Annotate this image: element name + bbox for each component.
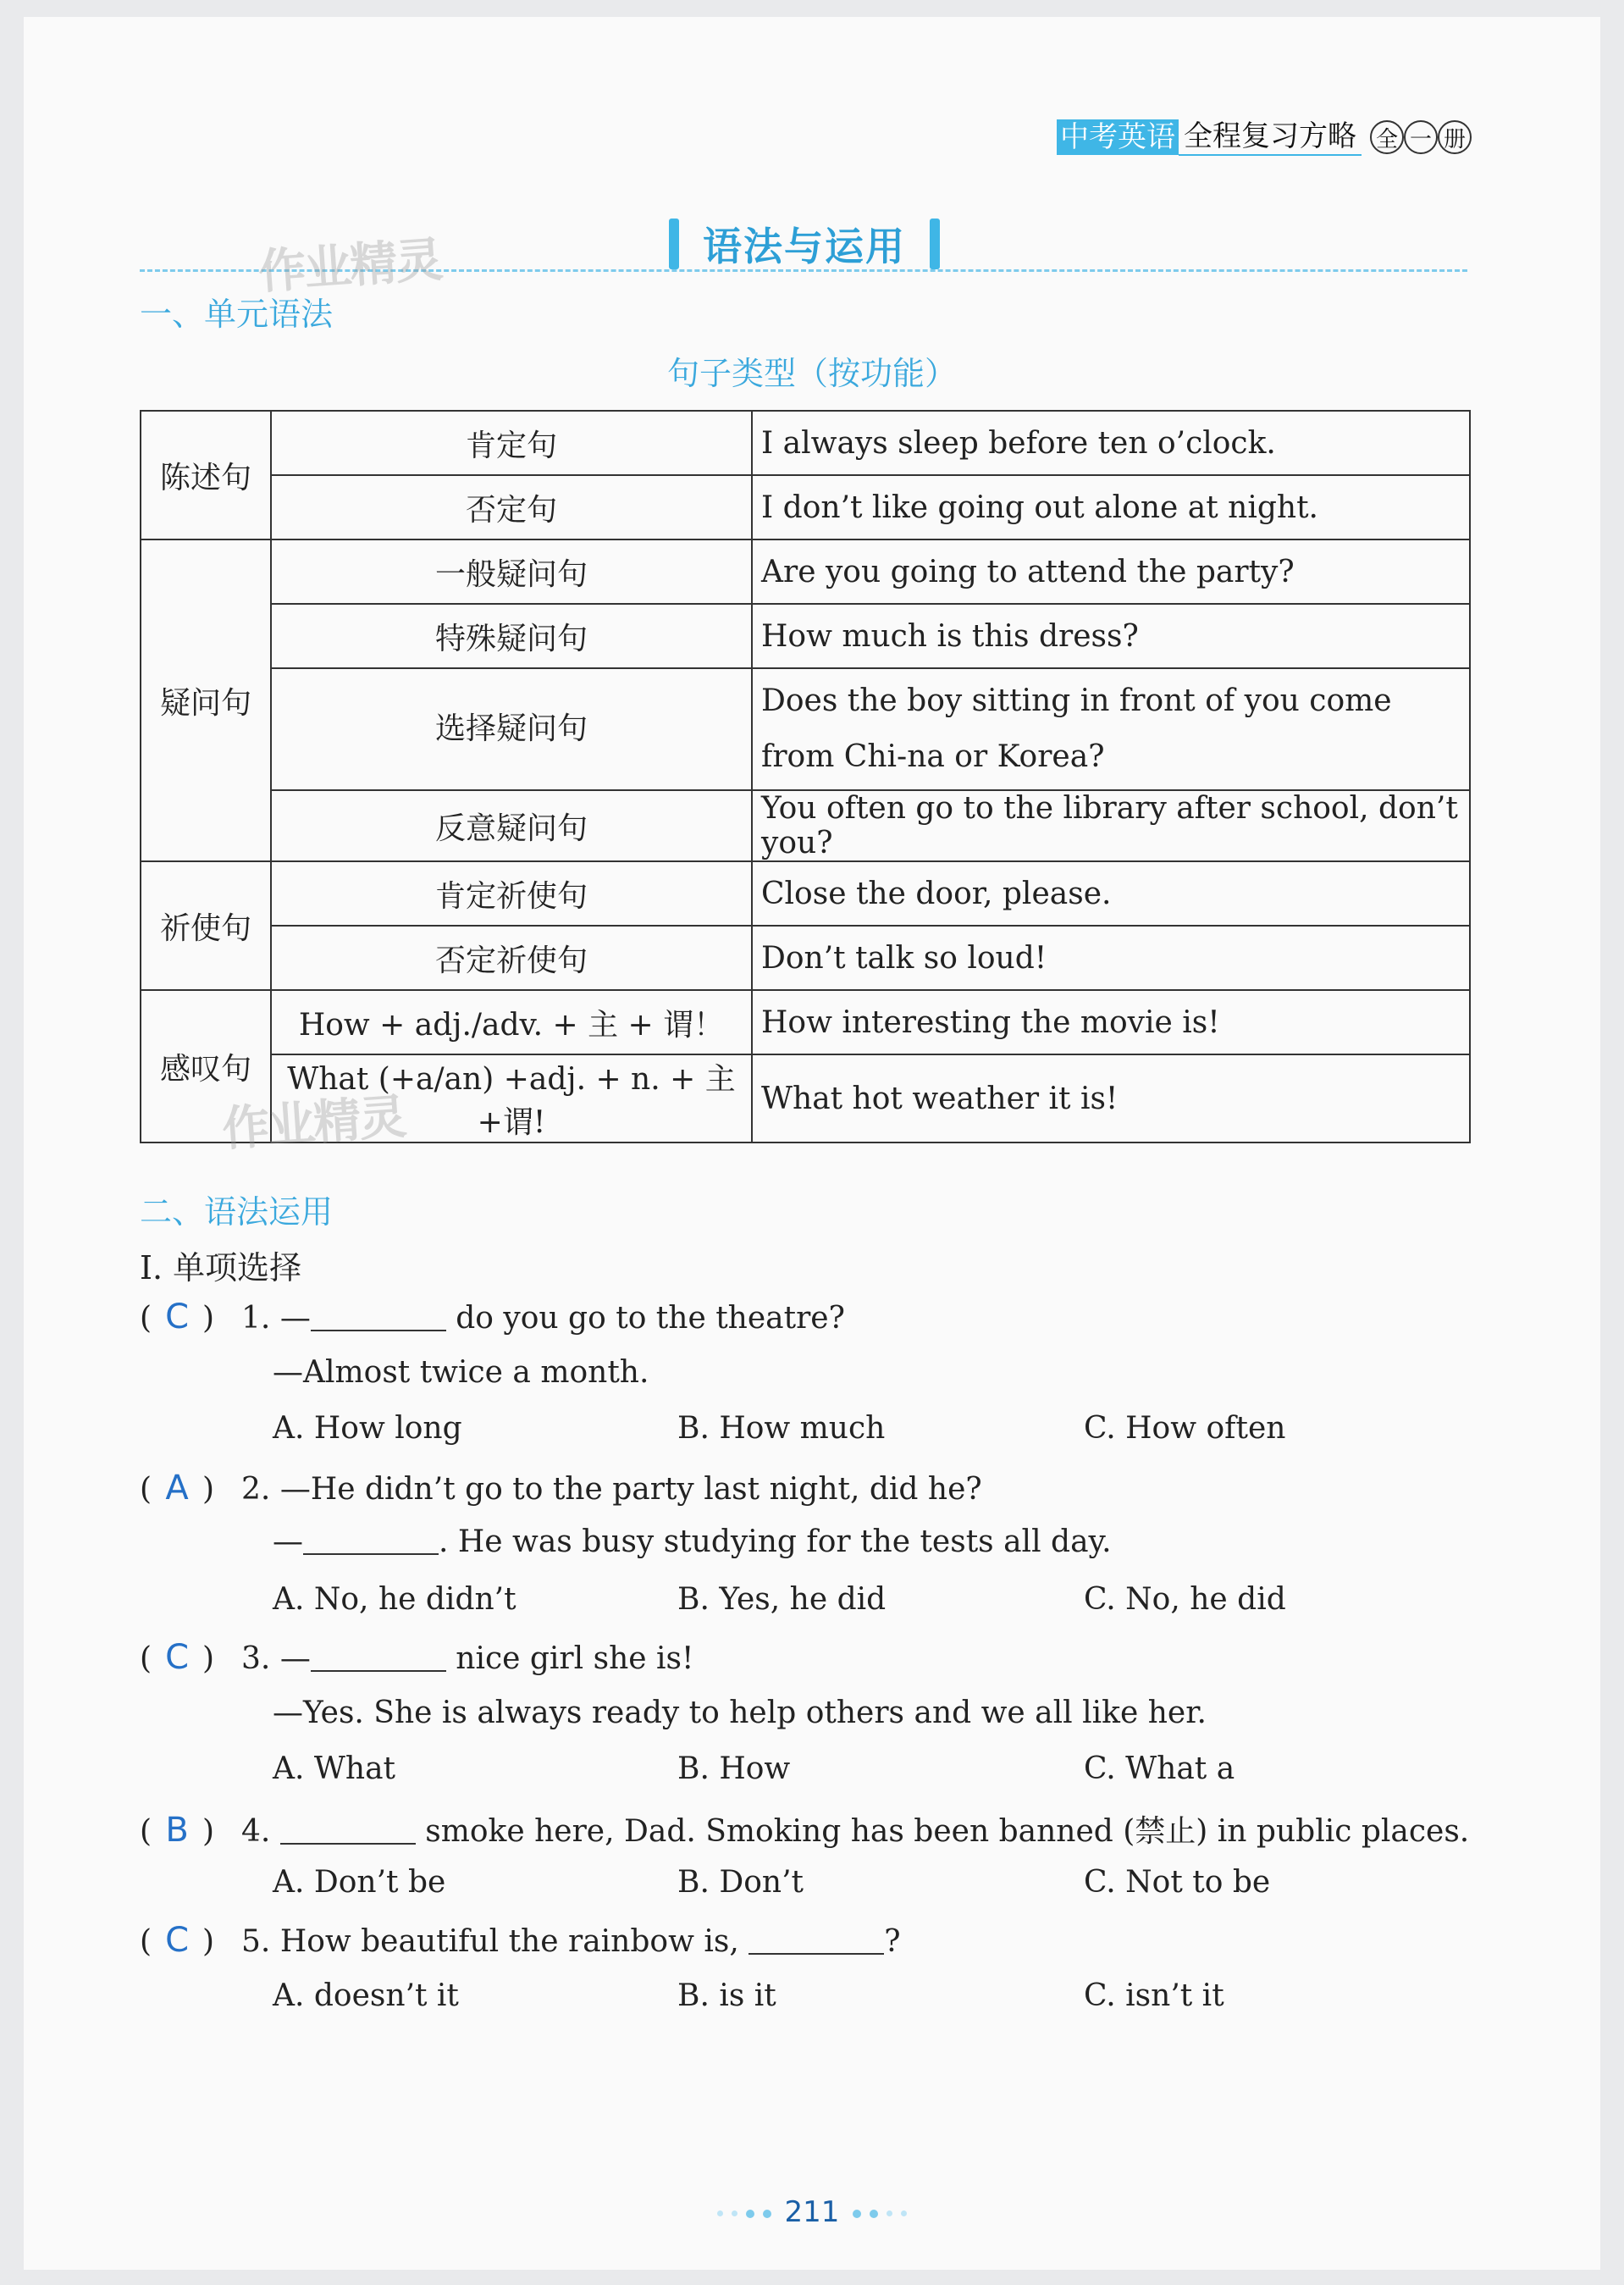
table-row — [141, 411, 1470, 475]
option-a: A. Don’t be — [273, 1865, 446, 1900]
example-affirmative-imperative: Close the door, please. — [752, 861, 1470, 926]
option-b: B. is it — [677, 1978, 776, 2013]
volume-mid: 一 — [1404, 120, 1438, 154]
example-negative: I don’t like going out alone at night. — [752, 475, 1470, 539]
type-affirmative-imperative: 肯定祈使句 — [271, 861, 752, 926]
volume-left: 全 — [1370, 120, 1404, 154]
book-series: 中考英语 — [1057, 119, 1179, 155]
answer-blank — [303, 1552, 439, 1555]
question-text: ? — [884, 1924, 901, 1959]
question-4 — [140, 1807, 1469, 1851]
decor-dot — [746, 2210, 754, 2218]
section-heading-usage: 二、语法运用 — [140, 1193, 334, 1231]
table-title: 句子类型（按功能） — [666, 355, 957, 392]
type-negative: 否定句 — [271, 475, 752, 539]
decor-dot — [717, 2210, 723, 2216]
decor-dot — [870, 2210, 878, 2218]
type-special-question: 特殊疑问句 — [271, 604, 752, 668]
option-c: C. isn’t it — [1084, 1978, 1224, 2013]
decor-dot — [732, 2210, 737, 2216]
book-title: 全程复习方略 — [1179, 119, 1362, 156]
answer-blank — [748, 1952, 884, 1955]
reply-text: — — [273, 1524, 303, 1559]
table-row — [141, 604, 1470, 668]
answer-blank — [280, 1842, 416, 1845]
category-exclamatory: 感叹句 — [141, 990, 271, 1142]
question-5 — [140, 1921, 901, 1960]
page-number — [0, 2195, 1624, 2229]
option-c: C. No, he did — [1084, 1582, 1286, 1617]
section-banner — [669, 216, 940, 272]
answer-bracket: ( C ) — [140, 1921, 215, 1960]
example-general-question: Are you going to attend the party? — [752, 539, 1470, 604]
question-text: smoke here, Dad. Smoking has been banned (禁止) in public places. — [415, 1814, 1470, 1849]
answer-3: C — [165, 1638, 190, 1677]
decor-dot — [763, 2210, 771, 2218]
answer-blank — [311, 1329, 446, 1331]
type-choice-question: 选择疑问句 — [271, 668, 752, 790]
watermark-top: 作业精灵 — [257, 232, 444, 301]
option-b: B. Don’t — [677, 1865, 804, 1900]
decor-dot — [887, 2210, 892, 2216]
book-header — [1057, 119, 1472, 156]
part-heading: I. 单项选择 — [140, 1249, 302, 1286]
option-c: C. How often — [1084, 1411, 1286, 1446]
table-row — [141, 926, 1470, 990]
example-choice-question: Does the boy sitting in front of you come from Chi-na or Korea? — [752, 668, 1470, 790]
table-row — [141, 668, 1470, 790]
option-a: A. What — [273, 1751, 396, 1786]
option-c: C. Not to be — [1084, 1865, 1271, 1900]
answer-bracket: ( B ) — [140, 1811, 215, 1850]
page-number-text: 211 — [784, 2195, 840, 2229]
question-text: — — [279, 1301, 311, 1336]
table-row — [141, 990, 1470, 1054]
table-row — [141, 539, 1470, 604]
sentence-types-table — [140, 410, 1471, 1143]
category-imperative: 祈使句 — [141, 861, 271, 990]
type-affirmative: 肯定句 — [271, 411, 752, 475]
option-b: B. How much — [677, 1411, 886, 1446]
banner-title: 语法与运用 — [703, 224, 906, 269]
option-a: A. doesn’t it — [273, 1978, 459, 2013]
question-text: do you go to the theatre? — [445, 1301, 845, 1336]
question-3-reply: —Yes. She is always ready to help others and we all like her. — [273, 1696, 1207, 1730]
answer-1: C — [165, 1297, 190, 1336]
volume-right: 册 — [1438, 120, 1472, 154]
reply-text: . He was busy studying for the tests all day. — [439, 1524, 1112, 1559]
question-number: 2. — [241, 1472, 271, 1507]
answer-bracket: ( C ) — [140, 1638, 215, 1677]
type-general-question: 一般疑问句 — [271, 539, 752, 604]
answer-blank — [311, 1669, 446, 1672]
option-a: A. How long — [273, 1411, 462, 1446]
category-statement: 陈述句 — [141, 411, 271, 539]
answer-5: C — [165, 1921, 190, 1960]
type-tag-question: 反意疑问句 — [271, 790, 752, 861]
example-special-question: How much is this dress? — [752, 604, 1470, 668]
table-row — [141, 475, 1470, 539]
answer-4: B — [165, 1811, 189, 1850]
example-what: What hot weather it is! — [752, 1054, 1470, 1142]
example-negative-imperative: Don’t talk so loud! — [752, 926, 1470, 990]
answer-bracket: ( A ) — [140, 1469, 215, 1508]
question-2-reply — [273, 1524, 1112, 1559]
table-row — [141, 790, 1470, 861]
table-row — [141, 861, 1470, 926]
question-1-reply: —Almost twice a month. — [273, 1355, 649, 1390]
book-volume — [1370, 120, 1472, 154]
question-number: 4. — [241, 1814, 271, 1849]
option-a: A. No, he didn’t — [273, 1582, 516, 1617]
question-text: —He didn’t go to the party last night, did he? — [279, 1472, 982, 1507]
option-b: B. How — [677, 1751, 791, 1786]
formula-what: What (+a/an) +adj. + n. + 主+谓! — [271, 1054, 752, 1142]
example-affirmative: I always sleep before ten o’clock. — [752, 411, 1470, 475]
question-text: How beautiful the rainbow is, — [279, 1924, 749, 1959]
answer-bracket: ( C ) — [140, 1297, 215, 1336]
example-tag-question: You often go to the library after school, don’t you? — [752, 790, 1470, 861]
banner-bar-left — [669, 219, 679, 269]
option-c: C. What a — [1084, 1751, 1235, 1786]
question-number: 5. — [241, 1924, 271, 1959]
section-heading-grammar: 一、单元语法 — [140, 296, 334, 333]
category-question: 疑问句 — [141, 539, 271, 861]
banner-bar-right — [930, 219, 940, 269]
question-2 — [140, 1469, 982, 1508]
question-3 — [140, 1638, 693, 1677]
question-number: 3. — [241, 1641, 271, 1676]
type-negative-imperative: 否定祈使句 — [271, 926, 752, 990]
answer-2: A — [165, 1469, 189, 1508]
question-text: nice girl she is! — [445, 1641, 694, 1676]
decor-dot — [901, 2210, 907, 2216]
question-1 — [140, 1297, 845, 1336]
example-how: How interesting the movie is! — [752, 990, 1470, 1054]
watermark-bottom: 作业精灵 — [220, 1089, 407, 1158]
question-number: 1. — [241, 1301, 271, 1336]
decor-dot — [853, 2210, 861, 2218]
option-b: B. Yes, he did — [677, 1582, 887, 1617]
formula-how: How + adj./adv. + 主 + 谓！ — [271, 990, 752, 1054]
question-text: — — [279, 1641, 311, 1676]
